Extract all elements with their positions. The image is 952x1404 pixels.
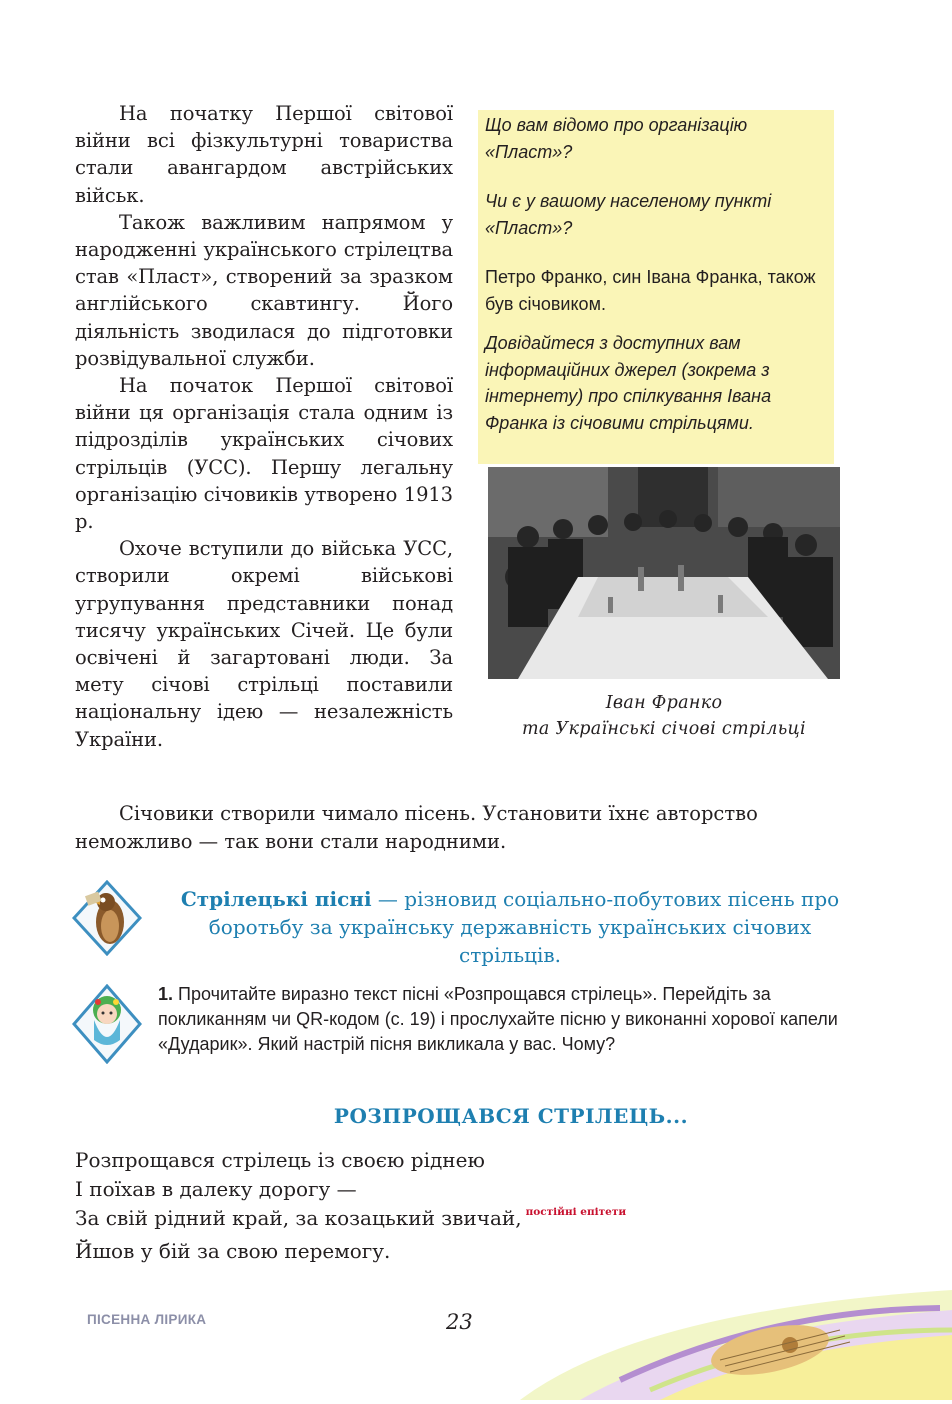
sidebar-question: Що вам відомо про організацію «Пласт»? (485, 115, 748, 162)
caption-line: Іван Франко (605, 693, 723, 713)
annotation: постійні епітети (525, 1206, 627, 1218)
caption-line: та Українські січові стрільці (522, 719, 806, 739)
page-number: 23 (446, 1310, 473, 1334)
girl-wreath-icon (72, 984, 142, 1064)
task (158, 982, 858, 1057)
sidebar-question: Чи є у вашому населеному пункті «Пласт»? (485, 191, 772, 238)
sidebar-box (478, 110, 834, 464)
photo-illustration (488, 467, 840, 679)
historical-photo (488, 467, 840, 679)
poem-line: І поїхав в далеку дорогу — (75, 1177, 357, 1201)
owl-icon (72, 880, 142, 956)
footer-decoration (520, 1290, 952, 1400)
poem-line: Розпрощався стрілець із своєю ріднею (75, 1148, 485, 1172)
paragraph: Охоче вступили до війська УСС, створили окремі військові угрупування представники понад тисячу українських Січей. Це були освічені й загартовані люди. За мету січові стрільці поставили національну ідею — незалежність України. (75, 537, 453, 751)
sidebar-task: Довідайтеся з доступних вам інформаційних джерел (зокрема з інтернету) про спілкування Івана Франка із січовими стрільцями. (485, 333, 772, 433)
sidebar-fact: Петро Франко, син Івана Франка, також був січовиком. (485, 267, 816, 314)
poem-line: За свій рідний край, за козацький звичай, (75, 1206, 522, 1230)
definition-body: — різновид соціально-побутових пісень про боротьбу за українську державність українських січових стрільців. (208, 887, 840, 967)
main-text-column (75, 100, 453, 753)
definition (160, 885, 860, 969)
footer-section-title: ПІСЕННА ЛІРИКА (87, 1312, 207, 1327)
photo-caption (488, 690, 840, 742)
task-body: Прочитайте виразно текст пісні «Розпрощався стрілець». Перейдіть за покликанням чи QR-кодом (с. 19) і прослухайте пісню у виконанні хорової капели «Дударик». Який настрій пісня викликала у вас. Чому? (158, 984, 838, 1054)
task-number: 1. (158, 984, 174, 1004)
paragraph: На початку Першої світової війни всі фізкультурні товариства стали авангардом австрійських військ. (75, 102, 453, 207)
poem (75, 1146, 875, 1266)
poem-line: Йшов у бій за свою перемогу. (75, 1239, 391, 1263)
poem-title: РОЗПРОЩАВСЯ СТРІЛЕЦЬ... (333, 1104, 689, 1128)
paragraph: Січовики створили чимало пісень. Установити їхнє авторство неможливо — так вони стали народними. (75, 802, 758, 853)
definition-term: Стрілецькі пісні (180, 887, 372, 911)
paragraph: Також важливим напрямом у народженні українського стрілецтва став «Пласт», створений за зразком англійського скавтингу. Його діяльність зводилася до підготовки розвідувальної служби. (75, 210, 453, 370)
paragraph: На початок Першої світової війни ця організація стала одним із підрозділів українських січових стрільців (УСС). Першу легальну організацію січовиків утворено 1913 р. (75, 374, 453, 534)
